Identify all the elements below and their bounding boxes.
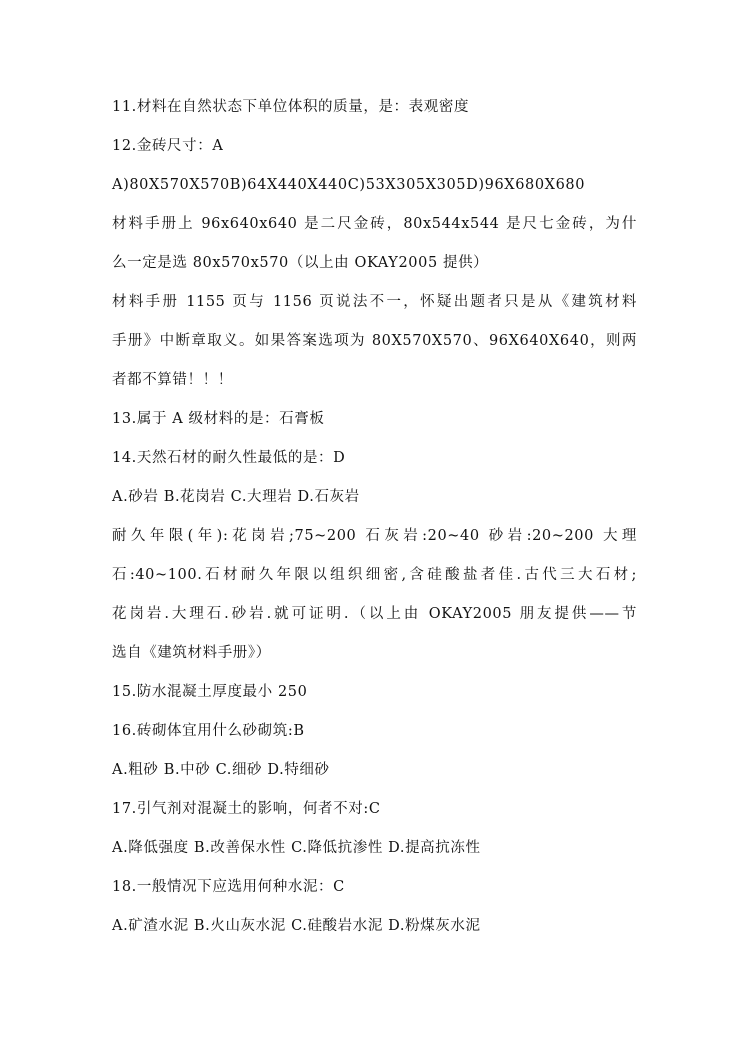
text-line: A.降低强度 B.改善保水性 C.降低抗渗性 D.提高抗冻性 — [112, 840, 481, 856]
text-line: A.矿渣水泥 B.火山灰水泥 C.硅酸岩水泥 D.粉煤灰水泥 — [112, 918, 481, 934]
text-line: 耐久年限(年):花岗岩;75~200 石灰岩:20~40 砂岩:20~200 大理 — [112, 528, 637, 544]
text-line: 18.一般情况下应选用何种水泥：C — [112, 879, 345, 895]
text-line: 手册》中断章取义。如果答案选项为 80X570X570、96X640X640，则两 — [112, 333, 637, 349]
text-line: 11.材料在自然状态下单位体积的质量，是：表观密度 — [112, 99, 470, 115]
text-line: 13.属于 A 级材料的是：石膏板 — [112, 411, 325, 427]
text-line: 16.砖砌体宜用什么砂砌筑:B — [112, 723, 305, 739]
text-line: 选自《建筑材料手册》） — [112, 645, 271, 661]
text-line: 12.金砖尺寸：A — [112, 138, 224, 154]
text-line: A.粗砂 B.中砂 C.细砂 D.特细砂 — [112, 762, 330, 778]
text-line: 者都不算错！！！ — [112, 372, 233, 388]
text-line: 17.引气剂对混凝土的影响，何者不对:C — [112, 801, 381, 817]
text-line: 材料手册上 96x640x640 是二尺金砖，80x544x544 是尺七金砖，为什 — [112, 216, 637, 232]
text-line: 么一定是选 80x570x570（以上由 OKAY2005 提供） — [112, 255, 489, 271]
text-line: 石:40~100.石材耐久年限以组织细密,含硅酸盐者佳.古代三大石材; — [112, 567, 637, 583]
text-line: 14.天然石材的耐久性最低的是：D — [112, 450, 346, 466]
text-line: 15.防水混凝土厚度最小 250 — [112, 684, 308, 700]
text-line: A)80X570X570B)64X440X440C)53X305X305D)96X680X680 — [112, 177, 586, 193]
text-line: 材料手册 1155 页与 1156 页说法不一，怀疑出题者只是从《建筑材料 — [112, 294, 637, 310]
text-line: A.砂岩 B.花岗岩 C.大理岩 D.石灰岩 — [112, 489, 360, 505]
text-line: 花岗岩.大理石.砂岩.就可证明.（以上由 OKAY2005 朋友提供——节 — [112, 606, 637, 622]
